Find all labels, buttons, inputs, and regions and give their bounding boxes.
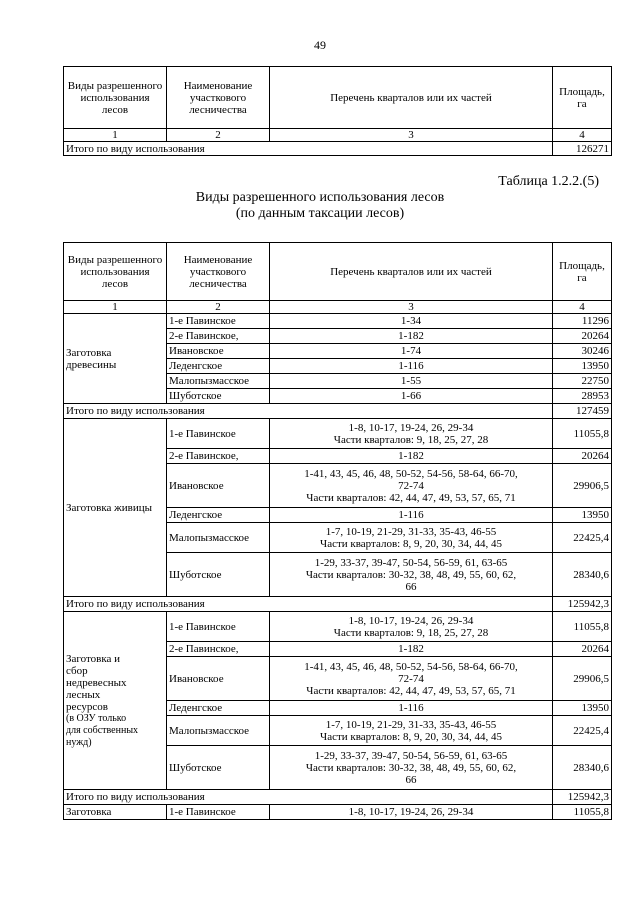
usage-type-partial: Заготовка [64,805,167,820]
header-usage-type: Виды разрешенного использования лесов [64,67,167,129]
total-label: Итого по виду использования [64,790,553,805]
quarters: 1-116 [270,359,553,374]
area-value: 13950 [553,701,612,716]
usage-type-timber: Заготовка древесины [64,314,167,404]
quarters: 1-116 [270,701,553,716]
total-value: 125942,3 [553,790,612,805]
page-number: 49 [314,38,326,52]
forestry-name: 1-е Павинское [167,612,270,642]
total-value: 127459 [553,404,612,419]
forestry-name: Леденгское [167,359,270,374]
header-usage-type: Виды разрешенного использования лесов [64,243,167,301]
quarters: 1-8, 10-17, 19-24, 26, 29-34 Части кварталов: 9, 18, 25, 27, 28 [270,612,553,642]
quarters: 1-7, 10-19, 21-29, 31-33, 35-43, 46-55 Части кварталов: 8, 9, 20, 30, 34, 44, 45 [270,523,553,553]
total-label: Итого по виду использования [64,404,553,419]
quarters: 1-116 [270,508,553,523]
forestry-name: 1-е Павинское [167,805,270,820]
header-quarters: Перечень кварталов или их частей [270,67,553,129]
col-number: 3 [270,301,553,314]
header-forestry: Наименование участкового лесничества [167,243,270,301]
area-value: 22750 [553,374,612,389]
area-value: 20264 [553,642,612,657]
forestry-name: Шуботское [167,389,270,404]
header-quarters: Перечень кварталов или их частей [270,243,553,301]
forestry-name: 1-е Павинское [167,419,270,449]
forestry-name: Леденгское [167,508,270,523]
quarters: 1-66 [270,389,553,404]
quarters: 1-182 [270,642,553,657]
area-value: 28340,6 [553,746,612,790]
area-value: 28340,6 [553,553,612,597]
quarters: 1-7, 10-19, 21-29, 31-33, 35-43, 46-55 Части кварталов: 8, 9, 20, 30, 34, 44, 45 [270,716,553,746]
quarters: 1-182 [270,329,553,344]
forestry-name: Малопызмасское [167,523,270,553]
area-value: 22425,4 [553,523,612,553]
forestry-name: Ивановское [167,464,270,508]
table-caption: Таблица 1.2.2.(5) [498,174,599,189]
col-number: 4 [553,301,612,314]
area-value: 22425,4 [553,716,612,746]
usage-type-non-timber: Заготовка и сбор недревесных лесных ресурсов (в ОЗУ только для собственных нужд) [64,612,167,790]
main-table [63,242,612,820]
col-number: 1 [64,301,167,314]
header-area: Площадь, га [553,243,612,301]
forestry-name: Шуботское [167,746,270,790]
total-label: Итого по виду использования [64,142,553,156]
col-number: 2 [167,129,270,142]
col-number: 2 [167,301,270,314]
quarters: 1-182 [270,449,553,464]
quarters: 1-55 [270,374,553,389]
forestry-name: Ивановское [167,657,270,701]
area-value: 13950 [553,359,612,374]
header-forestry: Наименование участкового лесничества [167,67,270,129]
quarters: 1-41, 43, 45, 46, 48, 50-52, 54-56, 58-64, 66-70, 72-74 Части кварталов: 42, 44, 47, 49, 53, 57, 65, 71 [270,464,553,508]
area-value: 29906,5 [553,657,612,701]
table-title: Виды разрешенного использования лесов [195,190,445,205]
total-value: 125942,3 [553,597,612,612]
area-value: 20264 [553,449,612,464]
col-number: 4 [553,129,612,142]
forestry-name: Малопызмасское [167,716,270,746]
quarters: 1-29, 33-37, 39-47, 50-54, 56-59, 61, 63-65 Части кварталов: 30-32, 38, 48, 49, 55, 60, 62, 66 [270,553,553,597]
header-area: Площадь, га [553,67,612,129]
total-value: 126271 [553,142,612,156]
forestry-name: 2-е Павинское, [167,329,270,344]
total-label: Итого по виду использования [64,597,553,612]
quarters: 1-34 [270,314,553,329]
forestry-name: Малопызмасское [167,374,270,389]
quarters: 1-8, 10-17, 19-24, 26, 29-34 Части кварталов: 9, 18, 25, 27, 28 [270,419,553,449]
usage-type-resin: Заготовка живицы [64,419,167,597]
quarters: 1-41, 43, 45, 46, 48, 50-52, 54-56, 58-64, 66-70, 72-74 Части кварталов: 42, 44, 47, 49, 53, 57, 65, 71 [270,657,553,701]
col-number: 3 [270,129,553,142]
quarters: 1-8, 10-17, 19-24, 26, 29-34 [270,805,553,820]
area-value: 11055,8 [553,805,612,820]
col-number: 1 [64,129,167,142]
forestry-name: 1-е Павинское [167,314,270,329]
forestry-name: Леденгское [167,701,270,716]
table-subtitle: (по данным таксации лесов) [235,206,405,221]
area-value: 20264 [553,329,612,344]
forestry-name: 2-е Павинское, [167,449,270,464]
area-value: 11055,8 [553,419,612,449]
area-value: 13950 [553,508,612,523]
continuation-table [63,66,612,156]
forestry-name: Шуботское [167,553,270,597]
area-value: 11296 [553,314,612,329]
area-value: 11055,8 [553,612,612,642]
area-value: 29906,5 [553,464,612,508]
area-value: 28953 [553,389,612,404]
area-value: 30246 [553,344,612,359]
forestry-name: 2-е Павинское, [167,642,270,657]
quarters: 1-29, 33-37, 39-47, 50-54, 56-59, 61, 63-65 Части кварталов: 30-32, 38, 48, 49, 55, 60, 62, 66 [270,746,553,790]
forestry-name: Ивановское [167,344,270,359]
quarters: 1-74 [270,344,553,359]
